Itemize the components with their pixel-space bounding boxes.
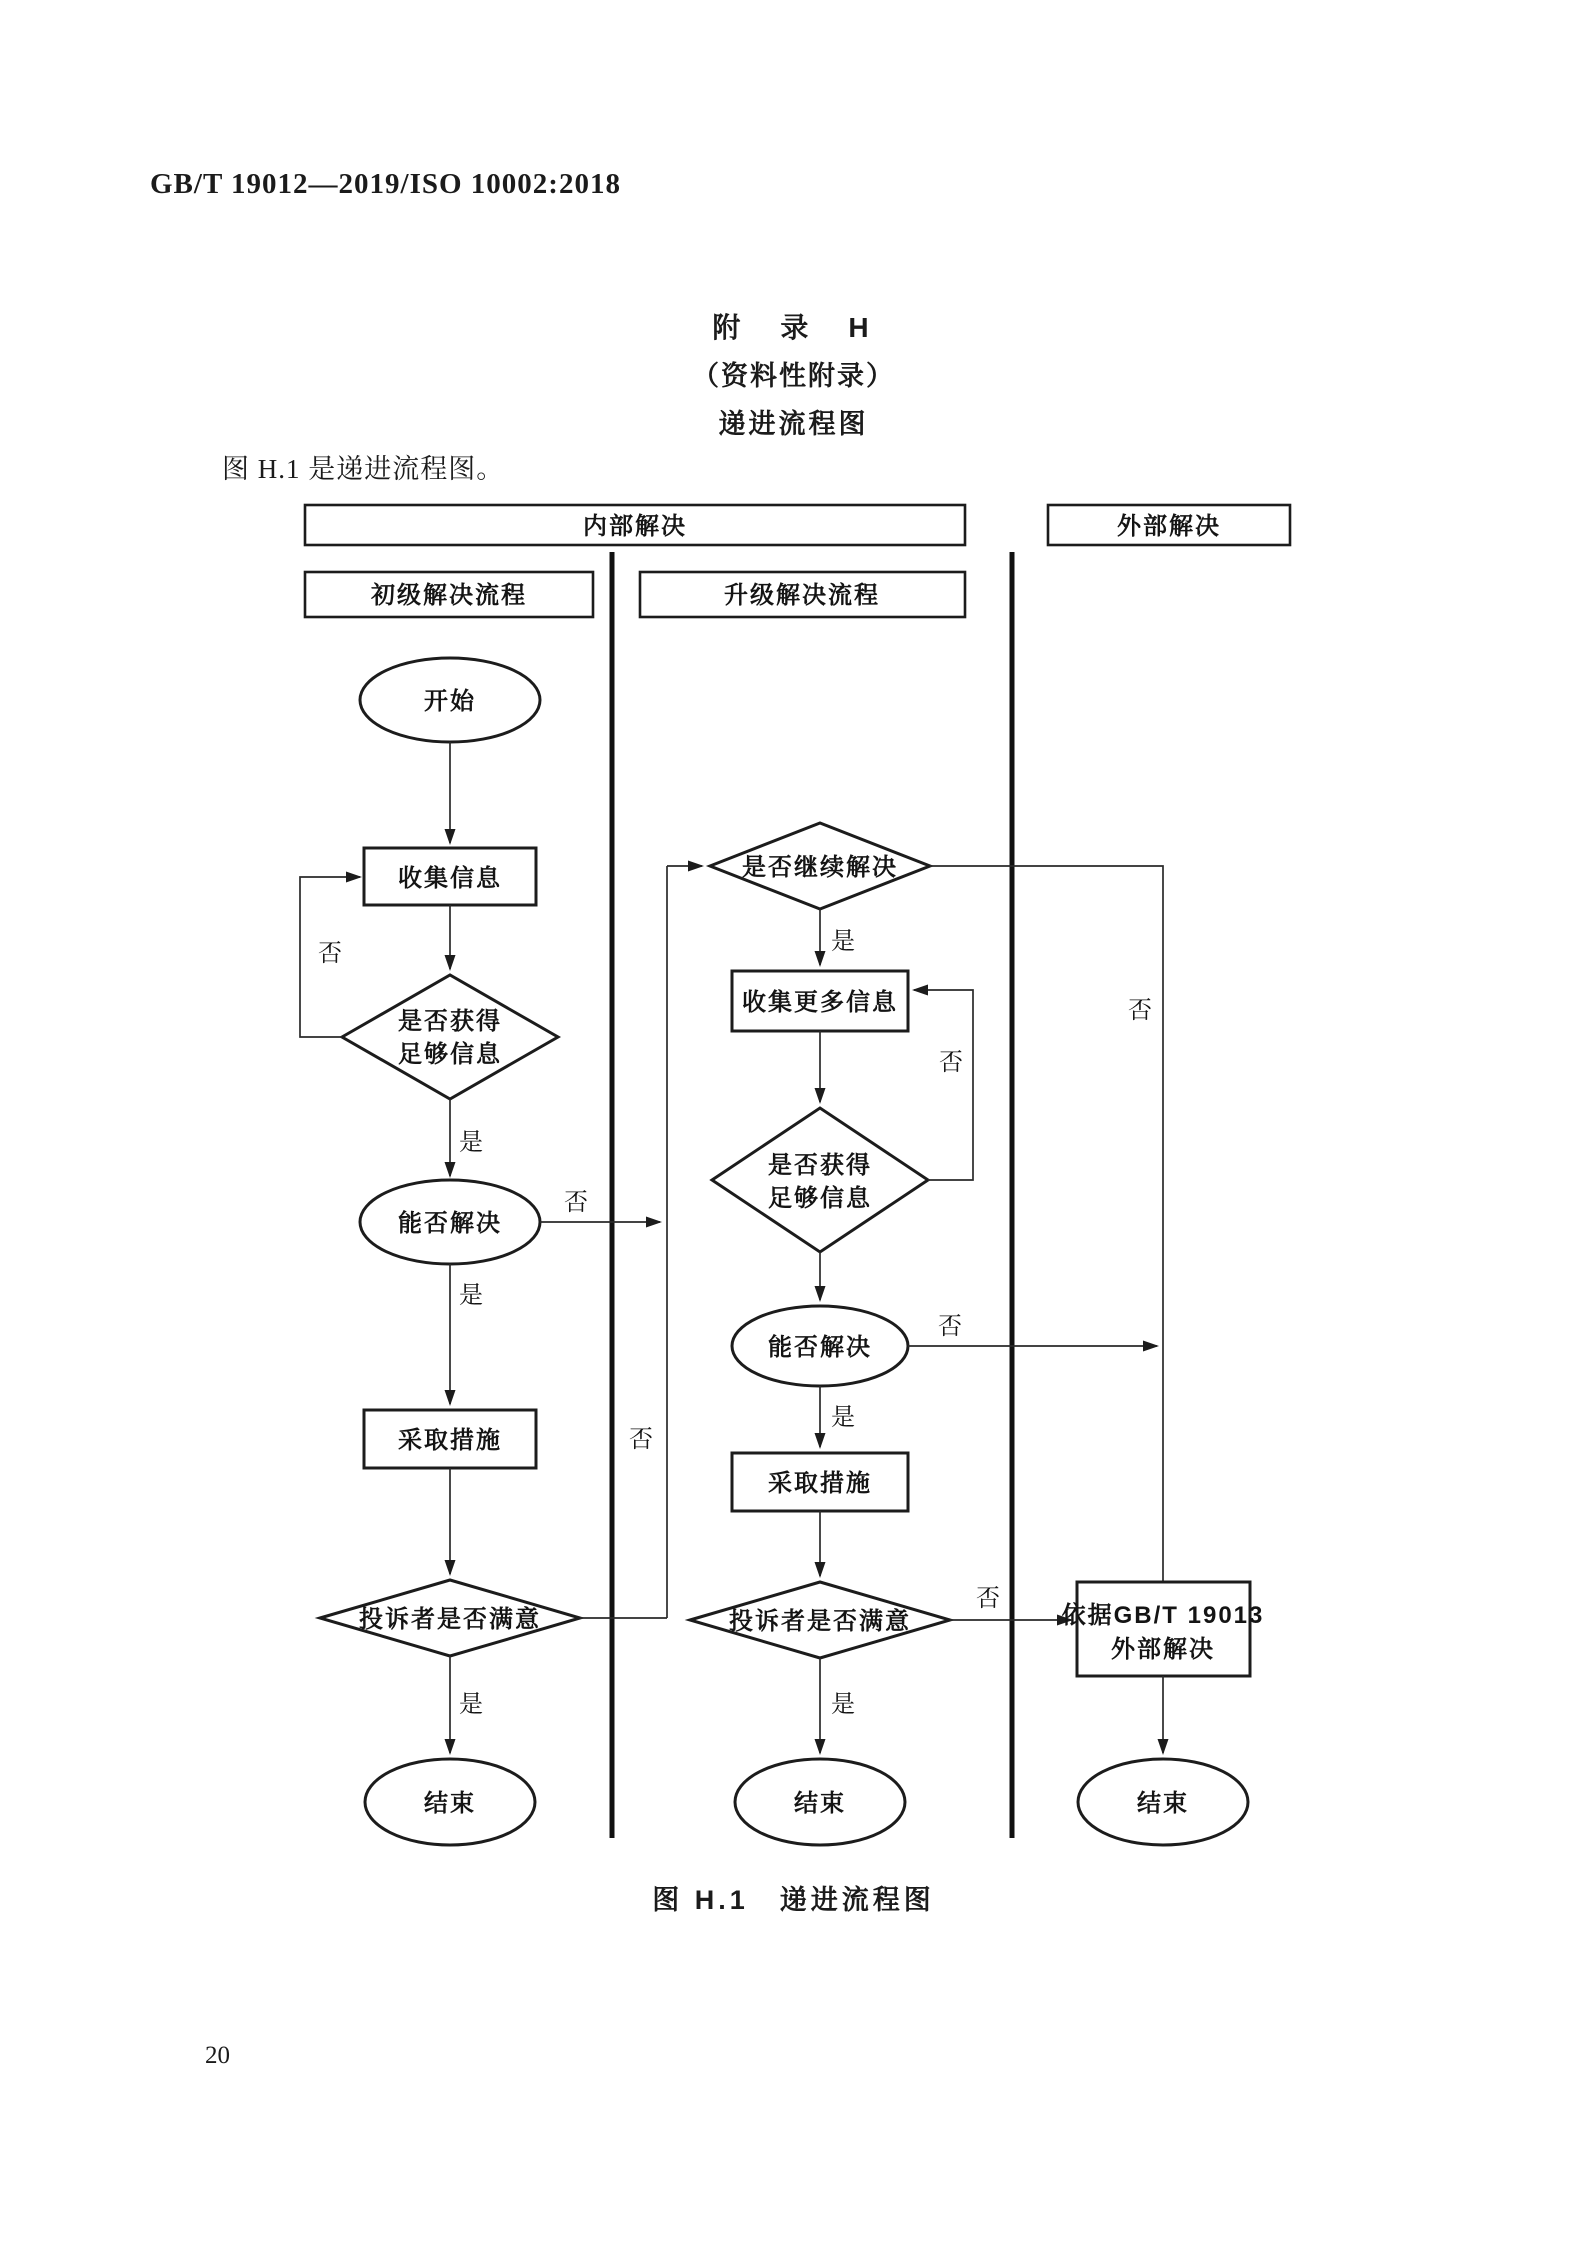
enough-info-diamond-1 xyxy=(342,975,558,1099)
edge-enough-no-loop-2 xyxy=(914,990,973,1180)
satisfied-1-label: 投诉者是否满意 xyxy=(359,1606,541,1633)
intro-text: 图 H.1 是递进流程图。 xyxy=(222,454,505,484)
continue-resolve-label: 是否继续解决 xyxy=(742,854,898,881)
enough-info-1-line2: 足够信息 xyxy=(398,1041,502,1068)
yes-label-3: 是 xyxy=(459,1692,483,1718)
lane-escalation-label: 升级解决流程 xyxy=(724,582,880,609)
no-label-resolve-2: 否 xyxy=(938,1314,962,1340)
external-resolution-line2: 外部解决 xyxy=(1111,1636,1215,1663)
no-label-loop-1: 否 xyxy=(318,941,342,967)
no-label-collector: 否 xyxy=(629,1427,653,1453)
take-action-1-label: 采取措施 xyxy=(398,1427,502,1454)
edge-continue-no-external xyxy=(930,866,1163,1582)
page-number: 20 xyxy=(205,2042,230,2069)
appendix-subtitle: （资料性附录） xyxy=(692,361,895,391)
end-1-label: 结束 xyxy=(424,1790,476,1817)
can-resolve-1-label: 能否解决 xyxy=(398,1210,502,1237)
yes-label-5: 是 xyxy=(831,1405,855,1431)
lane-external-label: 外部解决 xyxy=(1117,513,1221,540)
yes-label-6: 是 xyxy=(831,1692,855,1718)
figure-caption: 图 H.1 递进流程图 xyxy=(652,1885,935,1915)
collect-more-info-label: 收集更多信息 xyxy=(742,989,898,1016)
appendix-title: 附 录 H xyxy=(712,312,875,343)
no-label-loop-2: 否 xyxy=(939,1050,963,1076)
yes-label-1: 是 xyxy=(459,1130,483,1156)
start-label: 开始 xyxy=(424,688,476,715)
satisfied-2-label: 投诉者是否满意 xyxy=(729,1608,911,1635)
can-resolve-2-label: 能否解决 xyxy=(768,1334,872,1361)
yes-label-4: 是 xyxy=(831,929,855,955)
external-resolution-line1: 依据GB/T 19013 xyxy=(1061,1602,1265,1629)
standard-number-header: GB/T 19012—2019/ISO 10002:2018 xyxy=(150,168,621,200)
take-action-2-label: 采取措施 xyxy=(768,1470,872,1497)
enough-info-diamond-2 xyxy=(712,1108,928,1252)
end-2-label: 结束 xyxy=(794,1790,846,1817)
lane-primary-label: 初级解决流程 xyxy=(371,582,527,609)
collect-info-label: 收集信息 xyxy=(398,865,502,892)
enough-info-2-line1: 是否获得 xyxy=(768,1152,872,1179)
end-3-label: 结束 xyxy=(1137,1790,1189,1817)
enough-info-1-line1: 是否获得 xyxy=(398,1008,502,1035)
no-label-satisfied-2: 否 xyxy=(976,1586,1000,1612)
no-label-continue: 否 xyxy=(1128,998,1152,1024)
enough-info-2-line2: 足够信息 xyxy=(768,1185,872,1212)
flowchart xyxy=(280,495,1300,1860)
yes-label-2: 是 xyxy=(459,1283,483,1309)
appendix-figure-title: 递进流程图 xyxy=(718,409,869,439)
no-label-resolve-1: 否 xyxy=(564,1190,588,1216)
lane-internal-label: 内部解决 xyxy=(583,513,687,540)
